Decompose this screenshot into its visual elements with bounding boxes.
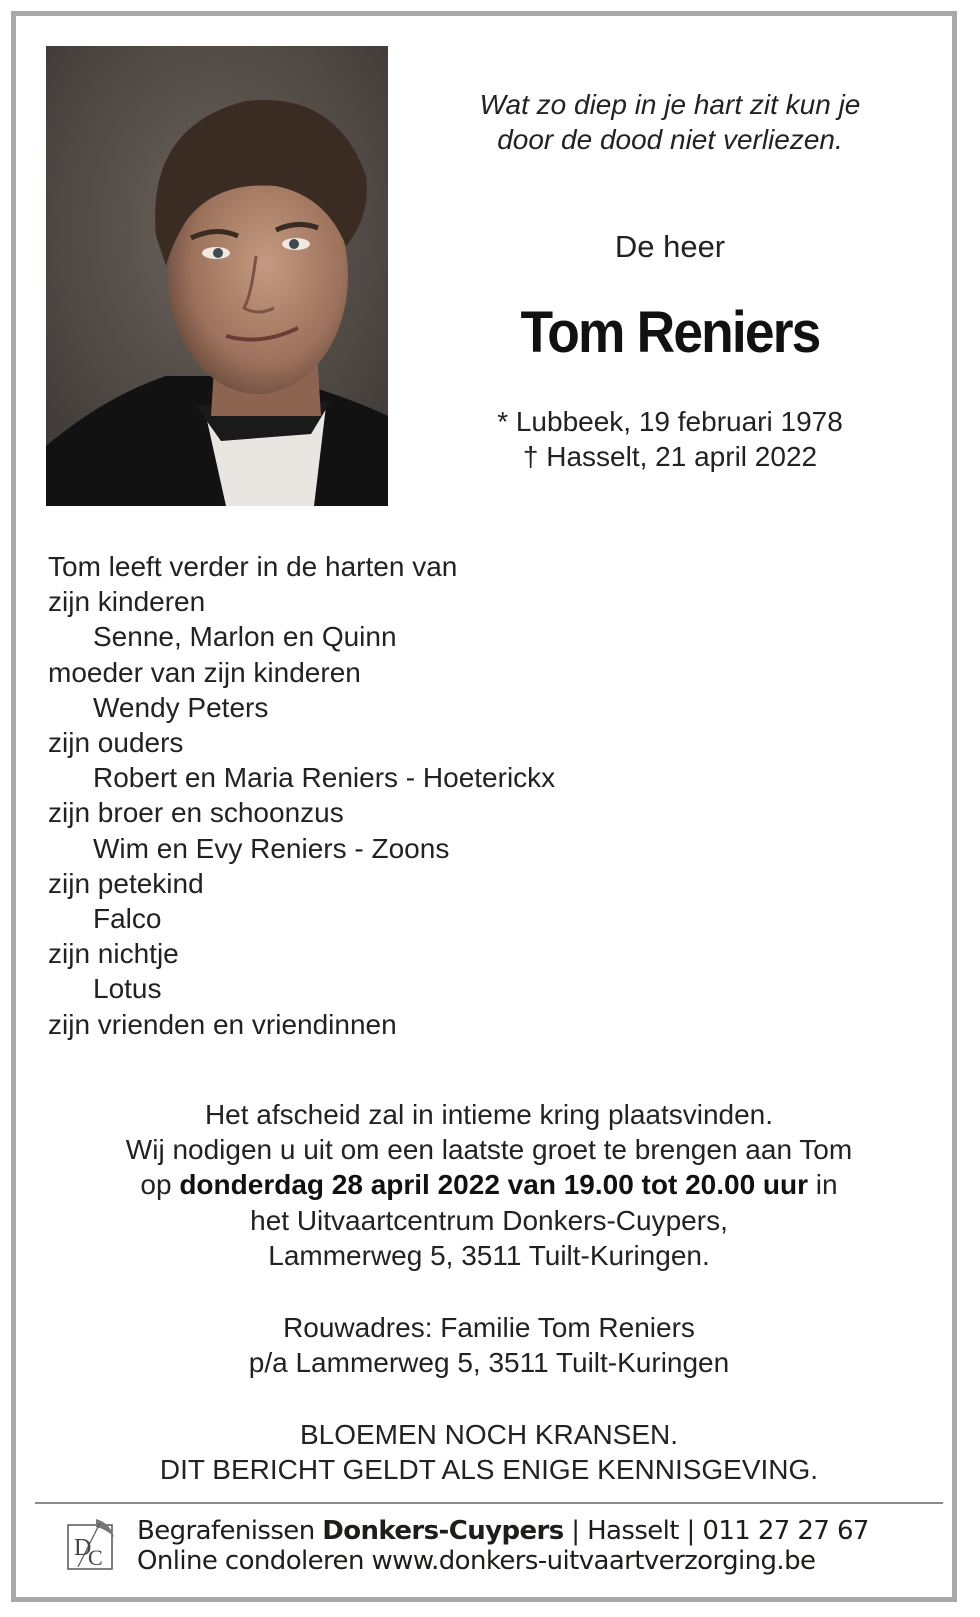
life-dates <box>430 404 910 474</box>
footer-contact: | Hasselt | 011 27 27 67 <box>563 1516 869 1546</box>
notice-line-1: BLOEMEN NOCH KRANSEN. <box>299 1419 679 1450</box>
family-relation: zijn nichtje <box>48 938 179 970</box>
mourning-address <box>40 1310 938 1380</box>
family-relation: zijn kinderen <box>48 586 206 618</box>
family-relation: zijn petekind <box>48 867 204 899</box>
notice-text <box>40 1417 938 1487</box>
quote-line-1: Wat zo diep in je hart zit kun je <box>479 89 861 120</box>
address-line-1: Rouwadres: Familie Tom Reniers <box>283 1312 695 1343</box>
ceremony-details <box>40 1097 938 1273</box>
ceremony-datetime: donderdag 28 april 2022 van 19.00 tot 20.00 uur <box>179 1169 809 1201</box>
family-list <box>48 549 748 1042</box>
footer <box>137 1516 937 1576</box>
family-relation: moeder van zijn kinderen <box>48 656 361 688</box>
family-member-names: Senne, Marlon en Quinn <box>93 621 397 653</box>
family-relation: Tom leeft verder in de harten van <box>48 551 458 582</box>
family-relation: zijn broer en schoonzus <box>48 797 344 829</box>
funeral-home-name: Donkers-Cuypers <box>322 1516 564 1546</box>
notice-line-2: DIT BERICHT GELDT ALS ENIGE KENNISGEVING. <box>159 1454 819 1485</box>
family-member-names: Lotus <box>93 973 162 1005</box>
deceased-name: Tom Reniers <box>520 300 820 365</box>
quote-line-2: door de dood niet verliezen. <box>497 124 843 155</box>
memorial-quote <box>430 87 910 157</box>
funeral-home-logo <box>66 1517 118 1573</box>
portrait-photo <box>46 46 388 506</box>
svg-text:C: C <box>88 1545 103 1570</box>
family-member-names: Robert en Maria Reniers - Hoeterickx <box>93 762 556 794</box>
ceremony-line-1: Het afscheid zal in intieme kring plaatsvinden. <box>204 1099 774 1130</box>
footer-divider <box>35 1502 943 1504</box>
birth-date: * Lubbeek, 19 februari 1978 <box>497 406 843 437</box>
address-line-2: p/a Lammerweg 5, 3511 Tuilt-Kuringen <box>248 1347 730 1378</box>
svg-text:D: D <box>74 1535 92 1561</box>
ceremony-line-2: Wij nodigen u uit om een laatste groet te brengen aan Tom <box>125 1134 853 1166</box>
ceremony-line-3 <box>40 1167 938 1202</box>
footer-prefix: Begrafenissen <box>137 1516 323 1546</box>
footer-line-2: Online condoleren www.donkers-uitvaartverzorging.be <box>137 1546 816 1576</box>
ceremony-post: in <box>808 1169 838 1201</box>
family-member-names: Falco <box>93 903 162 935</box>
footer-line-1 <box>137 1516 937 1546</box>
death-date: † Hasselt, 21 april 2022 <box>522 441 818 472</box>
family-member-names: Wendy Peters <box>93 691 269 723</box>
family-relation: zijn vrienden en vriendinnen <box>48 1008 397 1040</box>
ceremony-pre: op <box>140 1169 180 1201</box>
honorific: De heer <box>614 229 726 264</box>
family-member-names: Wim en Evy Reniers - Zoons <box>93 832 450 864</box>
ceremony-line-5: Lammerweg 5, 3511 Tuilt-Kuringen. <box>268 1239 710 1271</box>
family-relation: zijn ouders <box>48 727 184 759</box>
ceremony-line-4: het Uitvaartcentrum Donkers-Cuypers, <box>250 1204 728 1236</box>
